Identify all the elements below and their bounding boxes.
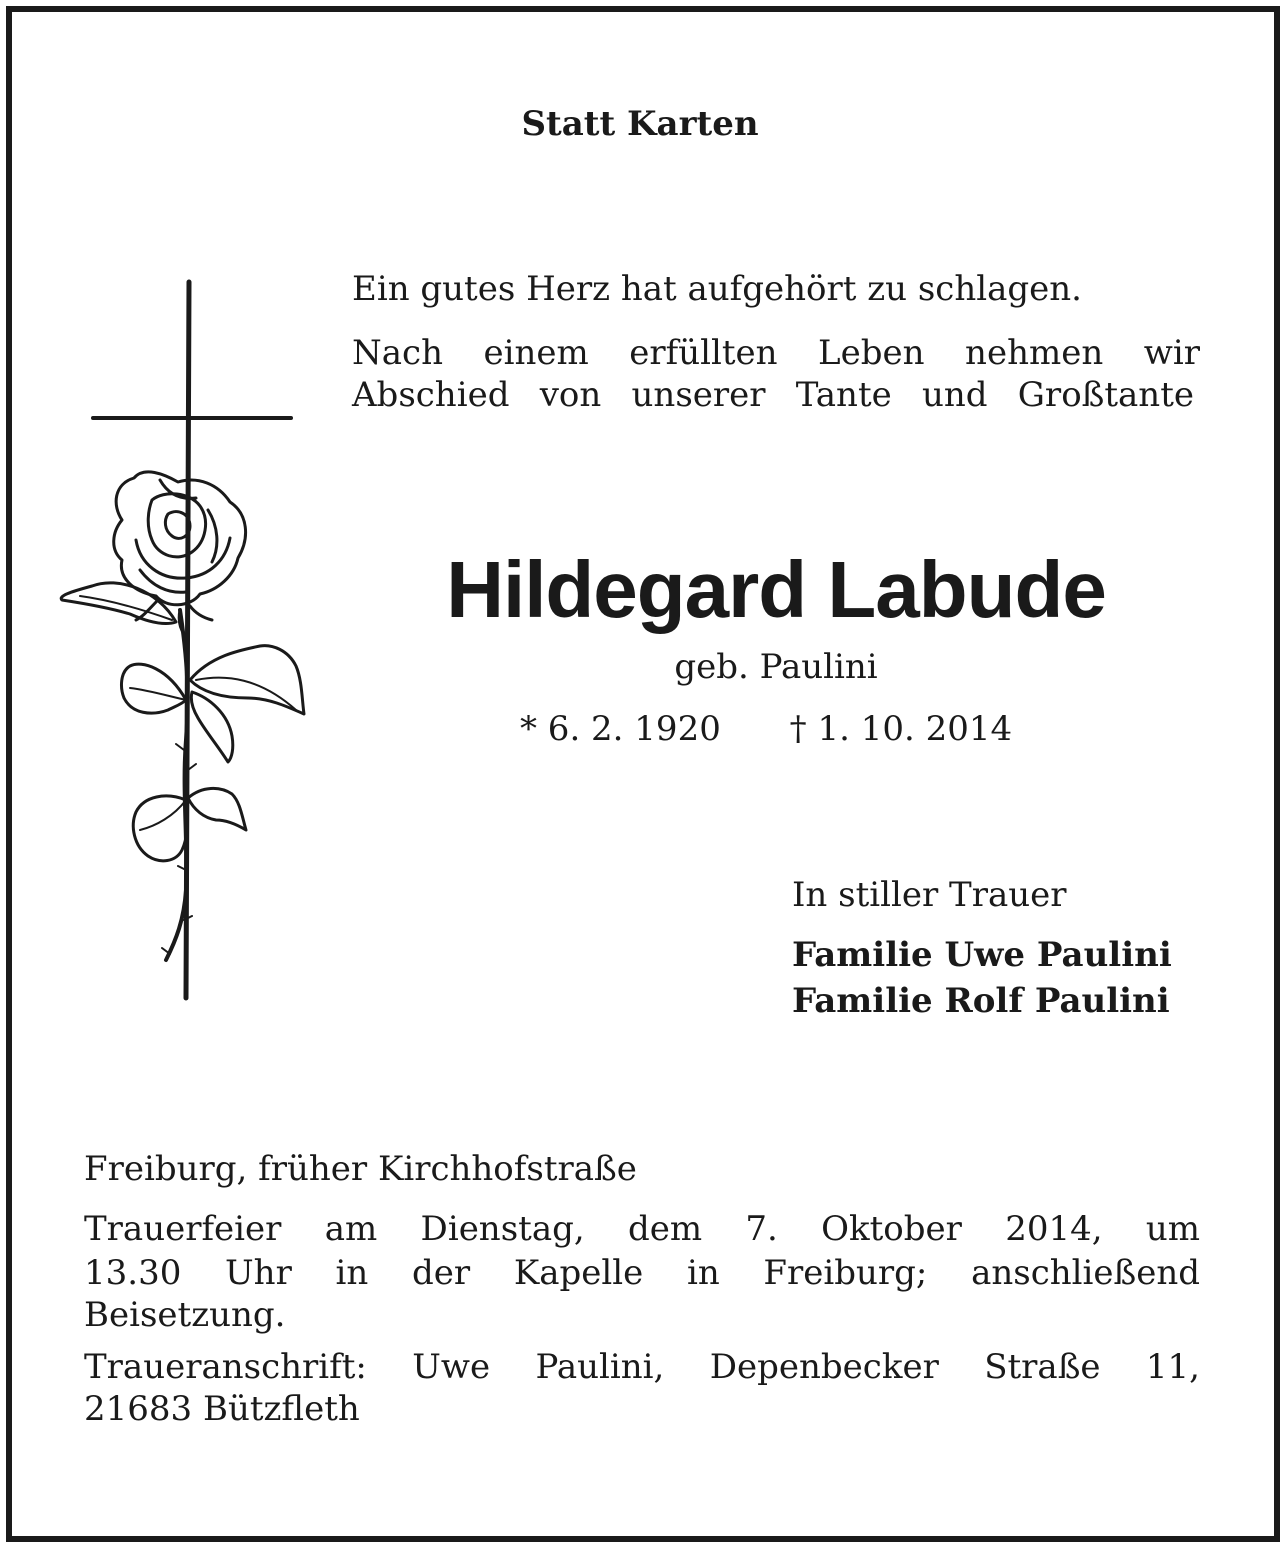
service-line-1: Trauerfeier am Dienstag, dem 7. Oktober 2014, um — [84, 1209, 1200, 1249]
mourner-family-1: Familie Uwe Paulini — [792, 935, 1172, 975]
rose-stem — [166, 610, 188, 960]
service-line-2: 13.30 Uhr in der Kapelle in Freiburg; anschließend — [84, 1253, 1200, 1293]
cross-rose-illustration — [40, 270, 340, 1020]
life-dates — [520, 708, 1012, 750]
notice-header: Statt Karten — [521, 104, 759, 144]
rose-bloom — [114, 472, 246, 605]
rose-leaf-lower-left — [133, 796, 187, 861]
birth-name: geb. Paulini — [674, 647, 878, 687]
rose-leaf-right — [190, 646, 304, 714]
service-line-3: Beisetzung. — [84, 1295, 286, 1335]
residence-place: Freiburg, früher Kirchhofstraße — [84, 1149, 637, 1189]
intro-line-2: Nach einem erfüllten Leben nehmen wir — [352, 333, 1200, 373]
birth-date: * 6. 2. 1920 — [520, 709, 721, 749]
intro-line-1: Ein gutes Herz hat aufgehört zu schlagen. — [352, 269, 1082, 309]
death-date: † 1. 10. 2014 — [789, 709, 1013, 749]
deceased-name: Hildegard Labude — [446, 545, 1106, 634]
intro-line-3: Abschied von unserer Tante und Großtante — [352, 375, 1194, 415]
address-line-1: Traueranschrift: Uwe Paulini, Depenbecker Straße 11, — [84, 1347, 1200, 1387]
mourner-family-2: Familie Rolf Paulini — [792, 981, 1170, 1021]
mourners-intro: In stiller Trauer — [792, 875, 1067, 915]
rose-leaf-lower-right — [188, 788, 246, 830]
address-line-2: 21683 Bützfleth — [84, 1389, 360, 1429]
rose-leaf-right-small — [191, 692, 233, 762]
